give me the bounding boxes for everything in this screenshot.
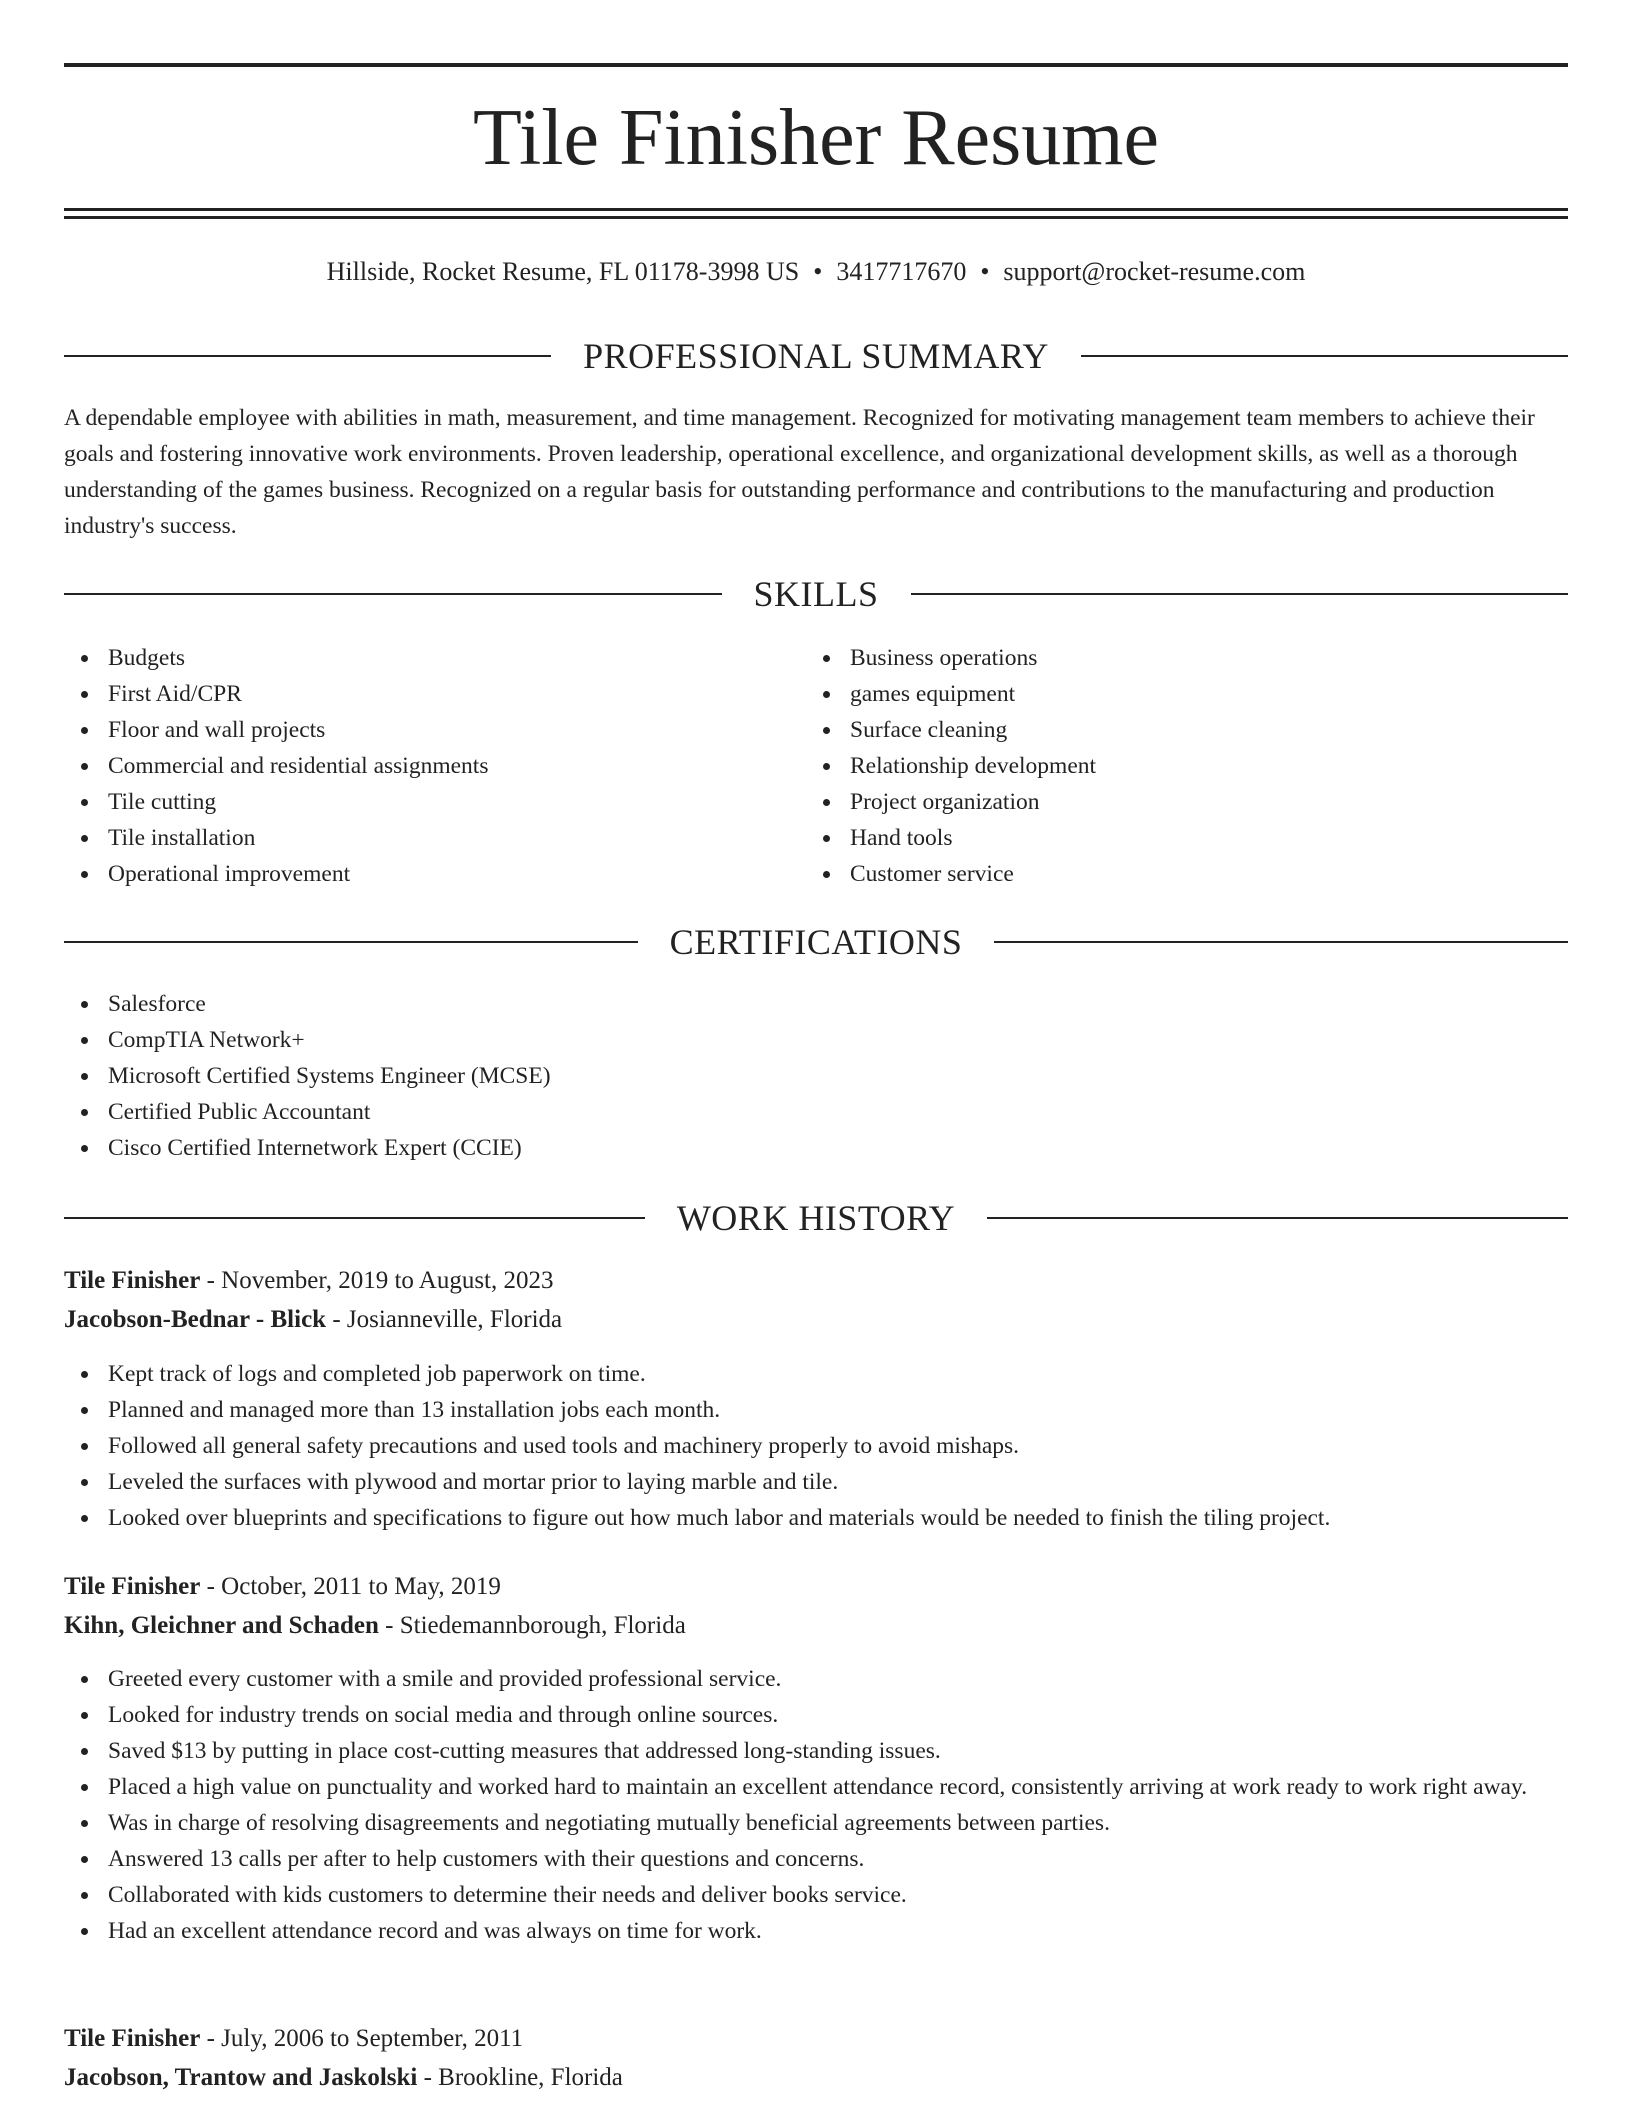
list-item: Answered 13 calls per after to help customers with their questions and concerns. [64,1841,1568,1877]
section-title: PROFESSIONAL SUMMARY [583,336,1049,376]
job-title-line [64,1263,554,1299]
list-item: Saved $13 by putting in place cost-cutting measures that addressed long-standing issues. [64,1733,1568,1769]
section-heading-work-history [64,1196,1568,1240]
job-company: Kihn, Gleichner and Schaden [64,1612,379,1639]
heading-rule [64,355,551,357]
list-item: Followed all general safety precautions and used tools and machinery properly to avoid mishaps. [64,1428,1568,1464]
section-heading-skills [64,572,1568,616]
job-dates: - July, 2006 to September, 2011 [200,2025,524,2052]
job-bullets [64,1356,1568,1536]
title-rule-upper [64,208,1568,211]
section-title: CERTIFICATIONS [669,922,963,962]
list-item: CompTIA Network+ [64,1022,1568,1058]
job-dates: - October, 2011 to May, 2019 [200,1573,501,1600]
certifications-list [64,986,1568,1166]
job-title: Tile Finisher [64,2025,201,2052]
heading-rule [64,941,638,943]
list-item: Cisco Certified Internetwork Expert (CCIE) [64,1130,1568,1166]
job-title-line [64,1569,501,1605]
list-item: Customer service [806,856,1506,892]
list-item: Looked for industry trends on social media and through online sources. [64,1697,1568,1733]
list-item: games equipment [806,676,1506,712]
contact-phone: 3417717670 [836,257,967,286]
heading-rule [911,593,1569,595]
heading-rule [994,941,1568,943]
section-title: SKILLS [753,574,879,614]
list-item: Commercial and residential assignments [64,748,764,784]
job-company-line [64,1608,686,1644]
list-item: Greeted every customer with a smile and provided professional service. [64,1661,1568,1697]
page-title: Tile Finisher Resume [473,94,1159,182]
job-location: - Brookline, Florida [417,2064,623,2091]
job-company: Jacobson, Trantow and Jaskolski [64,2064,418,2091]
list-item: Collaborated with kids customers to determine their needs and deliver books service. [64,1877,1568,1913]
list-item: Business operations [806,640,1506,676]
list-item: Operational improvement [64,856,764,892]
list-item: Project organization [806,784,1506,820]
list-item: Budgets [64,640,764,676]
section-heading-certifications [64,920,1568,964]
contact-address: Hillside, Rocket Resume, FL 01178-3998 US [326,257,800,286]
skills-list-right [806,640,1506,892]
list-item: Placed a high value on punctuality and worked hard to maintain an excellent attendance record, consistently arriving at work ready to work right away. [64,1769,1568,1805]
list-item: Microsoft Certified Systems Engineer (MCSE) [64,1058,1568,1094]
contact-email: support@rocket-resume.com [1003,257,1306,286]
list-item: Certified Public Accountant [64,1094,1568,1130]
job-location: - Stiedemannborough, Florida [378,1612,686,1639]
contact-separator: • [980,257,990,286]
list-item: Floor and wall projects [64,712,764,748]
job-dates: - November, 2019 to August, 2023 [200,1267,554,1294]
section-title: WORK HISTORY [676,1198,956,1238]
job-company-line [64,2060,623,2096]
job-company-line [64,1302,562,1338]
section-heading-summary [64,334,1568,378]
job-location: - Josianneville, Florida [326,1306,563,1333]
list-item: Looked over blueprints and specifications to figure out how much labor and materials would be needed to finish the tiling project. [64,1500,1568,1536]
summary-text: A dependable employee with abilities in math, measurement, and time management. Recognized for motivating management team members to achieve their goals and fostering innovative work environments. Proven leadership, operational excellence, and organizational development skills, as well as a thorough understanding of the games business. Recognized on a regular basis for outstanding performance and contributions to the manufacturing and production industry's success. [64,405,1535,539]
list-item: Kept track of logs and completed job paperwork on time. [64,1356,1568,1392]
list-item: Relationship development [806,748,1506,784]
job-company: Jacobson-Bednar - Blick [64,1306,327,1333]
top-rule [64,63,1568,67]
heading-rule [1081,355,1568,357]
heading-rule [64,1217,645,1219]
job-title: Tile Finisher [64,1573,201,1600]
list-item: Surface cleaning [806,712,1506,748]
job-bullets [64,1661,1568,1949]
contact-separator: • [813,257,823,286]
list-item: Tile cutting [64,784,764,820]
heading-rule [64,593,722,595]
title-rule-lower [64,216,1568,219]
list-item: Tile installation [64,820,764,856]
heading-rule [987,1217,1568,1219]
skills-list-left [64,640,764,892]
list-item: First Aid/CPR [64,676,764,712]
contact-line [0,254,1632,290]
list-item: Planned and managed more than 13 installation jobs each month. [64,1392,1568,1428]
job-title-line [64,2021,523,2057]
list-item: Hand tools [806,820,1506,856]
list-item: Had an excellent attendance record and was always on time for work. [64,1913,1568,1949]
list-item: Was in charge of resolving disagreements and negotiating mutually beneficial agreements between parties. [64,1805,1568,1841]
job-title: Tile Finisher [64,1267,201,1294]
list-item: Leveled the surfaces with plywood and mortar prior to laying marble and tile. [64,1464,1568,1500]
list-item: Salesforce [64,986,1568,1022]
